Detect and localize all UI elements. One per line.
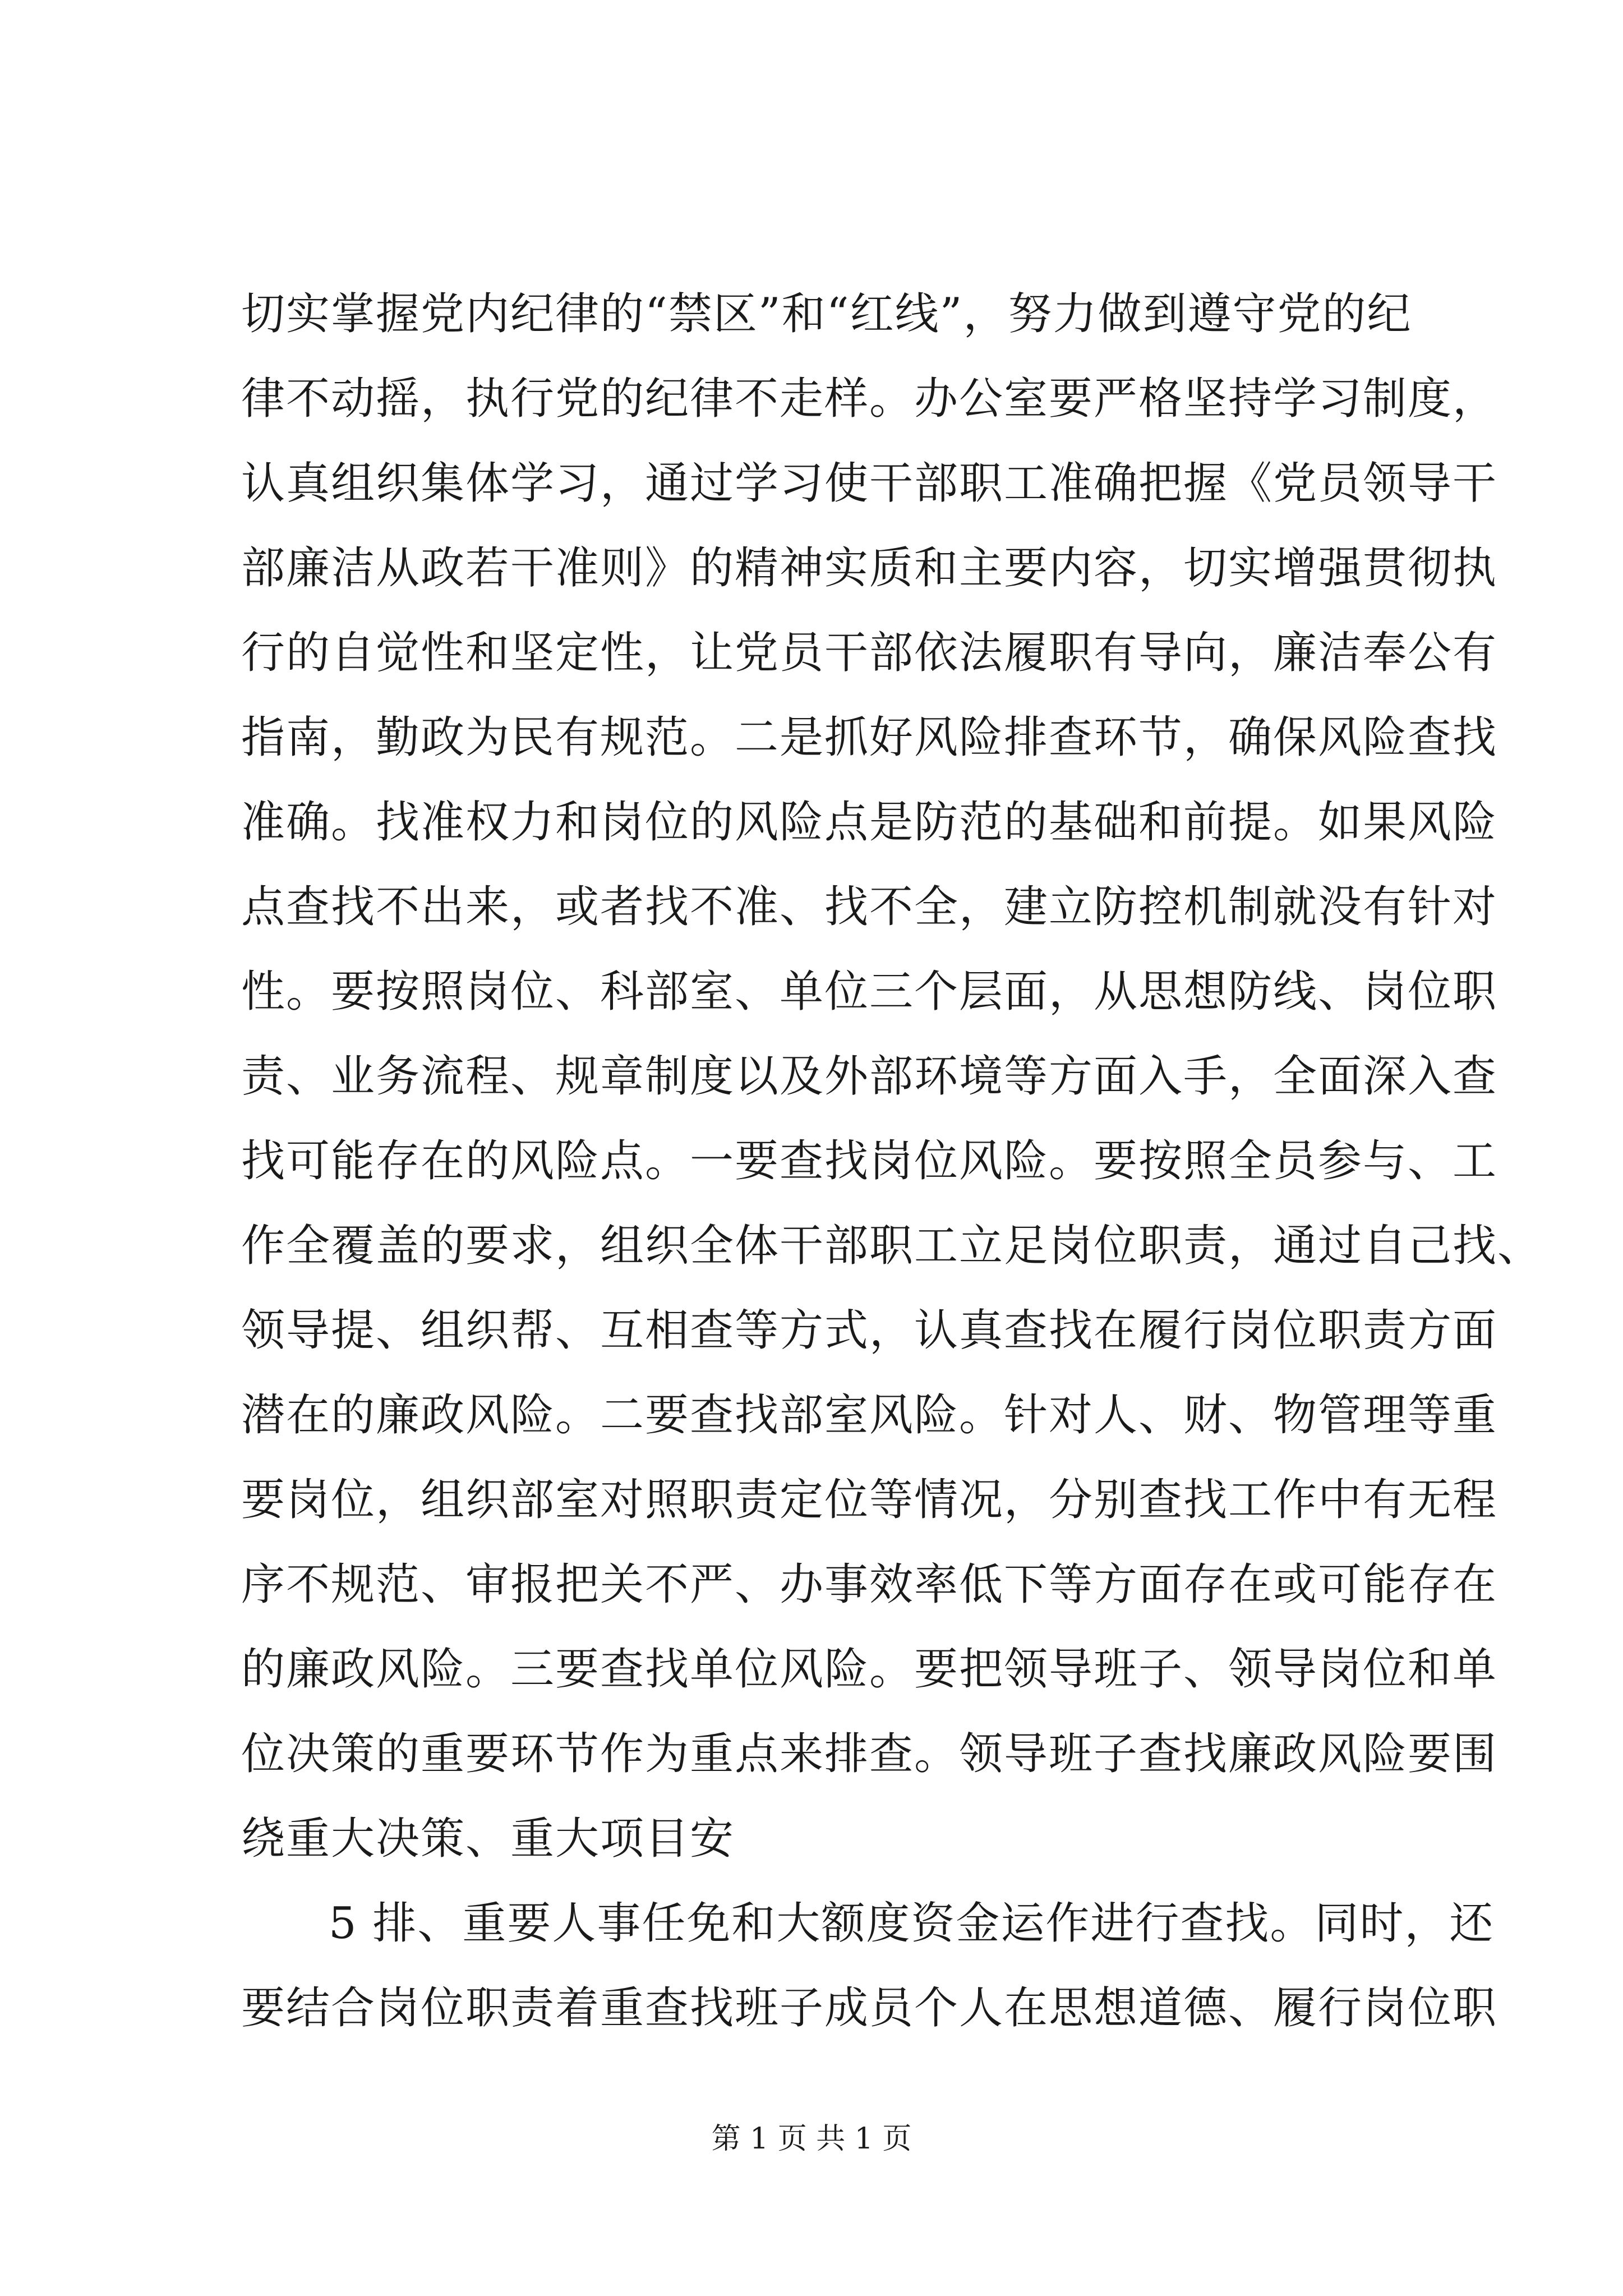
text-line: 5 排、重要人事任免和大额度资金运作进行查找。同时，还 — [329, 1898, 1495, 1949]
text-line: 序不规范、审报把关不严、办事效率低下等方面存在或可能存在 — [241, 1559, 1498, 1610]
text-line: 要结合岗位职责着重查找班子成员个人在思想道德、履行岗位职 — [241, 1983, 1498, 2033]
text-line: 要岗位，组织部室对照职责定位等情况，分别查找工作中有无程 — [241, 1475, 1498, 1525]
text-line: 性。要按照岗位、科部室、单位三个层面，从思想防线、岗位职 — [241, 967, 1498, 1017]
text-line: 切实掌握党内纪律的“禁区”和“红线”，努力做到遵守党的纪 — [241, 289, 1412, 339]
text-line: 的廉政风险。三要查找单位风险。要把领导班子、领导岗位和单 — [241, 1644, 1498, 1695]
page-footer: 第 1 页 共 1 页 — [711, 2122, 912, 2156]
text-line: 领导提、组织帮、互相查等方式，认真查找在履行岗位职责方面 — [241, 1305, 1498, 1356]
document-body — [241, 272, 1543, 2051]
text-line: 作全覆盖的要求，组织全体干部职工立足岗位职责，通过自己找、 — [241, 1221, 1543, 1271]
text-line: 认真组织集体学习，通过学习使干部职工准确把握《党员领导干 — [241, 458, 1498, 509]
text-line: 律不动摇，执行党的纪律不走样。办公室要严格坚持学习制度， — [241, 374, 1498, 424]
text-line: 潜在的廉政风险。二要查找部室风险。针对人、财、物管理等重 — [241, 1390, 1498, 1441]
text-line: 部廉洁从政若干准则》的精神实质和主要内容，切实增强贯彻执 — [241, 543, 1498, 593]
text-line: 绕重大决策、重大项目安 — [241, 1814, 735, 1864]
text-line: 指南，勤政为民有规范。二是抓好风险排查环节，确保风险查找 — [241, 712, 1498, 763]
text-line: 责、业务流程、规章制度以及外部环境等方面入手，全面深入查 — [241, 1051, 1498, 1102]
text-line: 点查找不出来，或者找不准、找不全，建立防控机制就没有针对 — [241, 882, 1498, 932]
text-line: 准确。找准权力和岗位的风险点是防范的基础和前提。如果风险 — [241, 797, 1498, 848]
text-line: 找可能存在的风险点。一要查找岗位风险。要按照全员参与、工 — [241, 1136, 1498, 1186]
text-line: 位决策的重要环节作为重点来排查。领导班子查找廉政风险要围 — [241, 1729, 1498, 1779]
text-line: 行的自觉性和坚定性，让党员干部依法履职有导向，廉洁奉公有 — [241, 628, 1498, 678]
